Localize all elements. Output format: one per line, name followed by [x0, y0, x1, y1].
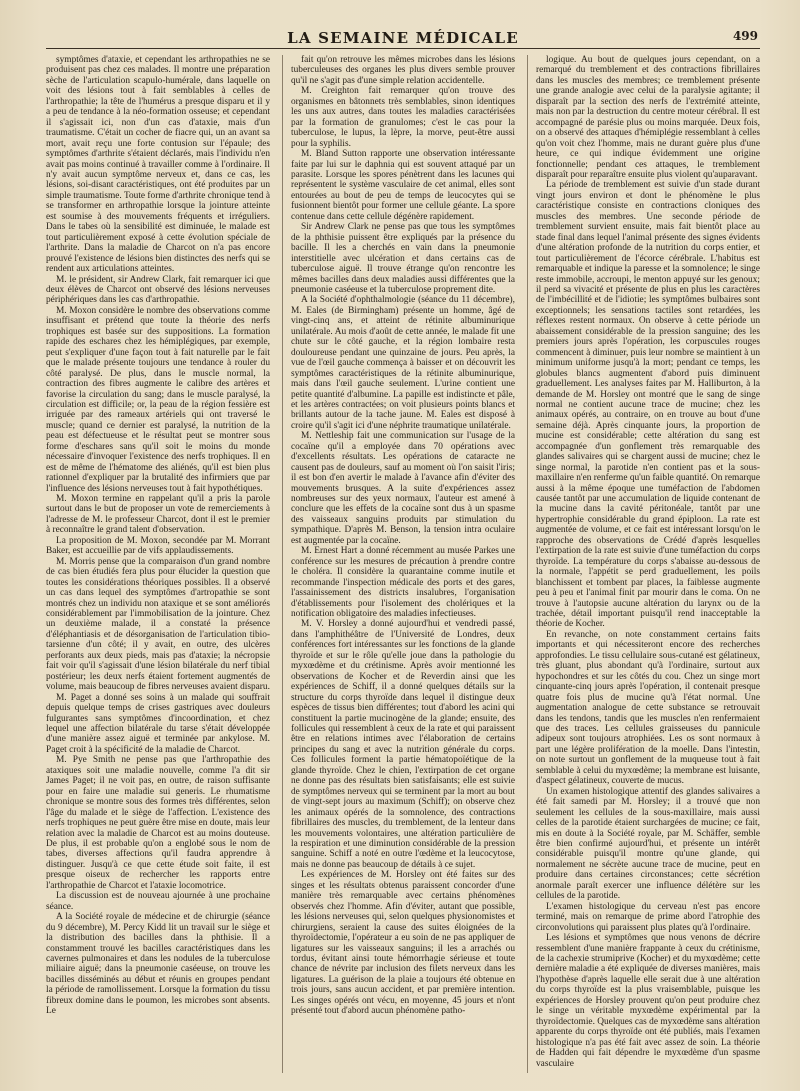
paragraph: M. Pye Smith ne pense pas que l'arthropathie des ataxiques soit une maladie nouvelle, comme l'a dit sir James Paget; il ne voit pas, en outre, de raison suffisante pour en faire une maladie sui generis. Le rhumatisme chronique se montre sous des formes très différentes, selon l'âge du malade et le siège de l'affection. L'existence des nerfs trophiques ne peut guère être mise en doute, mais leur relation avec la maladie de Charcot est au moins douteuse. De plus, il est probable qu'on a englobé sous le nom de tabes, diverses affections qu'il faudra apprendre à distinguer. Jusqu'à ce que cette étude soit faite, il est presque oiseux de rechercher les rapports entre l'arthropathie de Charcot et l'ataxie locomotrice. — [46, 755, 270, 891]
page-number: 499 — [732, 29, 758, 43]
paragraph: Sir Andrew Clark ne pense pas que tous les symptômes de la phthisie puissent être expliqués par la présence du bacille. Il les a cherchés en vain dans la pneumonie interstitielle avec ulcération et dans certains cas de tuberculose aiguë. Il trouve étrange qu'on rencontre les mêmes bacilles dans deux maladies aussi différentes que la pneumonie caséeuse et la tuberculose proprement dite. — [291, 222, 515, 295]
paragraph: M. Moxon termine en rappelant qu'il a pris la parole surtout dans le but de proposer un vote de remerciements à l'adresse de M. le professeur Charcot, dont il est le premier à reconnaître le grand talent d'observation. — [46, 494, 270, 536]
paragraph: A la Société royale de médecine et de chirurgie (séance du 9 décembre), M. Percy Kidd lit un travail sur le siège et la distribution des bacilles dans la phthisie. Il a constamment trouvé les bacilles caractéristiques dans les cavernes pulmonaires et dans les nodules de la tuberculose miliaire aiguë; dans la pneumonie caséeuse, on trouve les bacilles disséminés au début et réunis en groupes pendant la période de ramollissement. Lorsque la formation du tissu fibreux domine dans le poumon, les microbes sont absents. Le — [46, 912, 270, 1017]
paragraph: La discussion est de nouveau ajournée à une prochaine séance. — [46, 891, 270, 912]
paragraph: Les lésions et symptômes que nous venons de décrire ressemblent d'une manière frappante à ceux du crétinisme, de la cachexie strumiprive (Kocher) et du myxœdème; cette dernière maladie a été expliquée de diverses manières, mais l'hypothèse d'après laquelle elle serait due à une altération du corps thyroïde est la plus vraisemblable, puisque les expériences de Horsley prouvent qu'on peut produire chez le singe un véritable myxœdème expérimental par la thyroïdectomie. Quelques cas de myxœdème sans altération apparente du corps thyroïde ont été publiés, mais l'examen histologique n'a pas été fait avec assez de soin. La théorie de Hadden qui fait dépendre le myxœdème d'un spasme vasculaire — [536, 933, 760, 1069]
paragraph: M. Bland Sutton rapporte une observation intéressante faite par lui sur le daphnia qui est souvent attaqué par un parasite. Lorsque les spores pénètrent dans les lacunes qui représentent le système vasculaire de cet animal, elles sont entourées au bout de peu de temps de leucocytes qui se fusionnent bientôt pour former une cellule géante. La spore contenue dans cette cellule dégénère rapidement. — [291, 149, 515, 222]
paragraph: L'examen histologique du cerveau n'est pas encore terminé, mais on remarque de prime abord l'atrophie des circonvolutions qui paraissent plus plates qu'à l'ordinaire. — [536, 901, 760, 933]
paragraph: M. Morris pense que la comparaison d'un grand nombre de cas bien étudiés fera plus pour élucider la question que toutes les considérations théoriques possibles. Il a observé un cas dans lequel des symptômes d'artropathie se sont montrés chez un individu non ataxique et se sont améliorés considérablement par l'immobilisation de la jointure. Chez un deuxième malade, il a constaté la présence d'éléphantiasis et de désorganisation de l'articulation tibio-tarsienne d'un côté; il y avait, en outre, des ulcères perforants aux deux pieds, mais pas d'ataxie; la nécropsie fait voir qu'il s'agissait d'une lésion bilatérale du nerf tibial postérieur; les deux nerfs étaient fortement augmentés de volume, mais beaucoup de fibres nerveuses avaient disparu. — [46, 556, 270, 693]
paragraph: M. Ernest Hart a donné récemment au musée Parkes une conférence sur les mesures de précaution à prendre contre le choléra. Il considère la quarantaine comme inutile et recommande l'inspection médicale des ports et des gares, l'assainissement des districts insalubres, l'organisation d'établissements pour l'isolement des cholériques et la notification obligatoire des maladies infectieuses. — [291, 546, 515, 620]
column-middle — [282, 55, 515, 1073]
column-right — [527, 55, 760, 1073]
paragraph: symptômes d'ataxie, et cependant les arthropathies ne se produisent pas chez ces malades. Il montre une préparation sèche de l'articulation scapulo-humérale, dans laquelle on voit des lésions tout à fait semblables à celles de l'arthropathie; la tête de l'humérus a presque disparu et il y a peu de tendance à la néo-formation osseuse; et cependant il s'agissait ici, non d'un cas d'ataxie, mais d'un traumatisme. C'était un cocher de fiacre qui, un an avant sa mort, avait reçu une forte contusion sur l'épaule; des symptômes d'arthrite s'étaient déclarés, mais l'individu n'en avait pas moins continué à travailler comme à l'ordinaire. Il n'y avait aucun symptôme nerveux et, dans ce cas, les lésions, soi-disant caractéristiques, ont été produites par un simple traumatisme. Toute forme d'arthrite chronique tend à se transformer en arthropathie lorsque la jointure atteinte est soumise à des mouvements fréquents et irréguliers. Dans le tabes où la sensibilité est diminuée, le malade est tout particulièrement exposé à cette évolution spéciale de l'arthrite. Dans la maladie de Charcot on n'a pas encore prouvé l'existence de lésions bien distinctes des nerfs qui se rendent aux articulations atteintes. — [46, 55, 270, 275]
paragraph: La période de tremblement est suivie d'un stade durant vingt jours environ et dont le phénomène le plus caractéristique consiste en contractions cloniques des muscles des membres. Une seconde période de tremblement survient ensuite, mais fait bientôt place au stade final dans lequel l'animal présente des signes évidents d'une altération profonde de la nutrition du corps entier, et tout particulièrement de l'écorce cérébrale. L'habitus est remarquable et indique la paresse et la somnolence; le singe reste immobile, accroupi, le menton appuyé sur les genoux; il perd sa vivacité et présente de plus en plus les caractères de l'imbécillité et de l'idiotie; les symptômes bulbaires sont exceptionnels; les sensations tactiles sont retardées, les réflexes restent normaux. On observe à cette période un abaissement considérable de la pression sanguine; des les premiers jours après l'opération, les corpuscules rouges commencent à diminuer, puis leur nombre se maintient à un minimum uniforme jusqu'à la mort; pendant ce temps, les globules blancs augmentent d'abord puis diminuent graduellement. Les analyses faites par M. Halliburton, à la demande de M. Horsley ont montré que le sang de singe normal ne contient aucune trace de mucine; chez les animaux opérés, au contraire, on en trouve au bout d'une semaine déjà. Après cinquante jours, la proportion de mucine est considérable; cette altération du sang est accompagnée d'un gonflement très remarquable des glandes salivaires qui se chargent aussi de mucine; chez le singe normal, la parotide n'en contient pas et la sous-maxillaire n'en renferme qu'un faible quantité. On remarque aussi à la même époque une tuméfaction de l'abdomen causée tantôt par une accumulation de liquide contenant de la mucine dans la cavité péritonéale, tantôt par une hypertrophie considérable du grand épiploon. La rate est augmentée de volume, et ce fait est intéressant lorsqu'on le rapproche des observations de Crédé d'après lesquelles l'extirpation de la rate est suivie d'une tuméfaction du corps thyroïde. La température du corps s'abaisse au-dessous de la normale, l'appétit se perd graduellement, les poils blanchissent et tombent par places, la faiblesse augmente peu à peu et l'animal finit par mourir dans le coma. On ne trouve à l'autopsie aucune altération du larynx ou de la trachée, détail important puisqu'il rend inacceptable la théorie de Kocher. — [536, 180, 760, 630]
paragraph: logique. Au bout de quelques jours cependant, on a remarqué du tremblement et des contractions fibrillaires dans les muscles des membres; ce tremblement présente une grande analogie avec celui de la paralysie agitante; il disparaît par la section des nerfs de l'extrémité atteinte, mais non par la destruction du centre moteur cérébral. Il est accompagné de parésie plus ou moins marquée. Deux fois, on a observé des attaques d'hémiplégie ressemblant à celles qu'on voit chez l'homme, mais ne durant guère plus d'une heure, ce qui indique évidemment une origine fonctionnelle; pendant ces attaques, le tremblement disparaît pour reparaître ensuite plus violent qu'auparavant. — [536, 55, 760, 180]
paragraph: La proposition de M. Moxon, secondée par M. Morrant Baker, est accueillie par de vifs applaudissements. — [46, 535, 270, 557]
paragraph: En revanche, on note constamment certains faits importants et qui nécessiteront encore des recherches approfondies. Le tissu cellulaire sous-cutané est gélatineux, très gluant, plus abondant qu'à l'ordinaire, surtout aux hypochondres et sur les côtés du cou. Chez un singe mort cinquante-cinq jours après l'opération, il contenait presque quatre fois plus de mucine qu'à l'état normal. Une augmentation analogue de cette substance se retrouvait dans les tendons, tandis que les muscles n'en renfermaient que des traces. Les cellules graisseuses du pannicule adipeux sont toujours atrophiées. Les os sont normaux à part une légère prolifération de la moelle. Dans l'intestin, on note surtout un gonflement de la muqueuse tout à fait semblable à celui du myxœdème; la membrane est luisante, d'aspect gélatineux, couverte de mucus. — [536, 629, 760, 787]
paragraph: M. Nettleship fait une communication sur l'usage de la cocaïne qu'il a employée dans 70 opérations avec d'excellents résultats. Les opérations de cataracte ne causent pas de douleurs, sauf au moment où l'on saisit l'iris; il est bon d'en avertir le malade à l'avance afin d'éviter des mouvements brusques. A la suite d'expériences assez nombreuses sur des yeux normaux, l'auteur est amené à conclure que les effets de la cocaïne sont dus à un spasme des vaisseaux sanguins produits par stimulation du sympathique. D'après M. Benson, la tension intra oculaire est augmentée par la cocaïne. — [291, 431, 515, 546]
paragraph: M. Creighton fait remarquer qu'on trouve des organismes en bâtonnets très semblables, sinon identiques les uns aux autres, dans toutes les maladies caractérisées par la formation de granulomes; c'est le cas pour la tuberculose, le lupus, la lèpre, la morve, peut-être aussi pour la syphilis. — [291, 86, 515, 149]
paragraph: Un examen histologique attentif des glandes salivaires a été fait samedi par M. Horsley; il a trouvé que non seulement les cellules de la sous-maxillaire, mais aussi celles de la parotide étaient surchargées de mucine; ce fait, mis en doute à la Société royale, par M. Schäffer, semble être bien confirmé aujourd'hui, et présente un intérêt considérable puisqu'il montre qu'une glande, qui normalement ne sécrète aucune trace de mucine, peut en produire dans certaines circonstances; cette sécrétion anormale paraît exercer une influence délétère sur les cellules de la parotide. — [536, 786, 760, 902]
page-header — [46, 26, 760, 49]
journal-title: LA SEMAINE MÉDICALE — [287, 29, 519, 47]
paragraph: A la Société d'ophthalmologie (séance du 11 décembre), M. Eales (de Birmingham) présente un homme, âgé de vingt-cinq ans, et atteint de rétinite albuminurique unilatérale. Au mois d'août de cette année, le malade fit une chute sur le côté gauche, et la région lombaire resta douloureuse pendant une quinzaine de jours. Peu après, la vue de l'œil gauche commença à baisser et on découvrit les symptômes caractéristiques de la rétinite albuminurique, mais dans l'œil gauche seulement. L'urine contient une petite quantité d'albumine. La papille est indistincte et pâle, et les artères contractées; on voit plusieurs points blancs et brillants autour de la tache jaune. M. Eales est disposé à croire qu'il s'agit ici d'une néphrite traumatique unilatérale. — [291, 295, 515, 431]
article-columns — [46, 55, 760, 1073]
paragraph: M. Moxon considère le nombre des observations comme insuffisant et prétend que toute la théorie des nerfs trophiques est basée sur des suppositions. La formation rapide des eschares chez les hémiplégiques, par exemple, peut s'expliquer d'une façon tout à fait naturelle par le fait que le malade présente toujours une tendance à rouler du côté paralysé. De plus, dans le muscle normal, la contraction des fibres augmente le calibre des artères et favorise la circulation du sang; dans le muscle paralysé, la circulation est difficile; or, la peau de la région fessière est irriguée par des rameaux artériels qui ont traversé le muscle; quand ce dernier est paralysé, la nutrition de la peau est défectueuse et le résultat peut se montrer sous forme d'eschares sans qu'il soit le moins du monde nécessaire d'invoquer l'existence des nerfs trophiques. Il en est de même de l'hématome des aliénés, qu'il est bien plus rationnel d'expliquer par la brutalité des infirmiers que par l'influence des lésions nerveuses tout à fait hypothétiques. — [46, 305, 270, 494]
column-left — [46, 55, 270, 1073]
paragraph: Les expériences de M. Horsley ont été faites sur des singes et les résultats obtenus paraissent concorder d'une manière très remarquable avec certains phénomènes observés chez l'homme. Afin d'éviter, autant que possible, les lésions nerveuses qui, selon quelques physionomistes et chirurgiens, seraient la cause des suites éloignées de la thyroïdectomie, l'opérateur a eu soin de ne pas appliquer de ligatures sur les vaisseaux sanguins; il les a arrachés ou tordus, évitant ainsi toute hémorrhagie sérieuse et toute chance de névrite par inclusion des filets nerveux dans les ligatures. La guérison de la plaie a toujours été obtenue en trois jours, sans aucun accident, et par première intention. Les singes opérés ont vécu, en moyenne, 45 jours et n'ont présenté tout d'abord aucun phénomène patho- — [291, 870, 515, 1017]
paragraph: fait qu'on retrouve les mêmes microbes dans les lésions tuberculeuses des organes les plus divers semble prouver qu'il ne s'agit pas d'une simple relation accidentelle. — [291, 55, 515, 86]
paragraph: M. V. Horsley a donné aujourd'hui et vendredi passé, dans l'amphithéâtre de l'Université de Londres, deux conférences fort intéressantes sur les fonctions de la glande thyroïde et sur le rôle qu'elle joue dans la pathologie du myxœdème et du crétinisme. Après avoir mentionné les observations de Kocher et de Reverdin ainsi que les expériences de Schiff, il a donné quelques détails sur la structure du corps thyroïde dans lequel il distingue deux espèces de tissus bien différentes; tout d'abord les acini qui constituent la partie mucinogène de la glande; ensuite, des follicules qui ressemblent à ceux de la rate et qui paraissent être en relations intimes avec l'élaboration de certains principes du sang et avec la nutrition générale du corps. Ces follicules forment la partie hématopoïétique de la glande thyroïde. Chez le chien, l'extirpation de cet organe ne donne pas des résultats bien satisfaisants; elle est suivie de symptômes nerveux qui se terminent par la mort au bout de vingt-sept jours au maximum (Schiff); on observe chez les animaux opérés de la somnolence, des contractions fibrillaires des muscles, du tremblement, de la lenteur dans les mouvements volontaires, une altération particulière de la respiration et une diminution considérable de la pression sanguine. Schiff a noté en outre l'œdème et la leucocytose, mais ne donne pas beaucoup de détails à ce sujet. — [291, 619, 515, 870]
paragraph: M. Paget a donné ses soins à un malade qui souffrait depuis quelque temps de crises gastriques avec douleurs fulgurantes sans symptômes d'incoordination, et chez lequel une affection bilatérale du tarse s'était développée d'une manière assez aiguë et terminée par ankylose. M. Paget croit à la spécificité de la maladie de Charcot. — [46, 692, 270, 755]
paragraph: M. le président, sir Andrew Clark, fait remarquer ici que deux élèves de Charcot ont observé des lésions nerveuses périphériques dans les cas d'arthropathie. — [46, 274, 270, 306]
